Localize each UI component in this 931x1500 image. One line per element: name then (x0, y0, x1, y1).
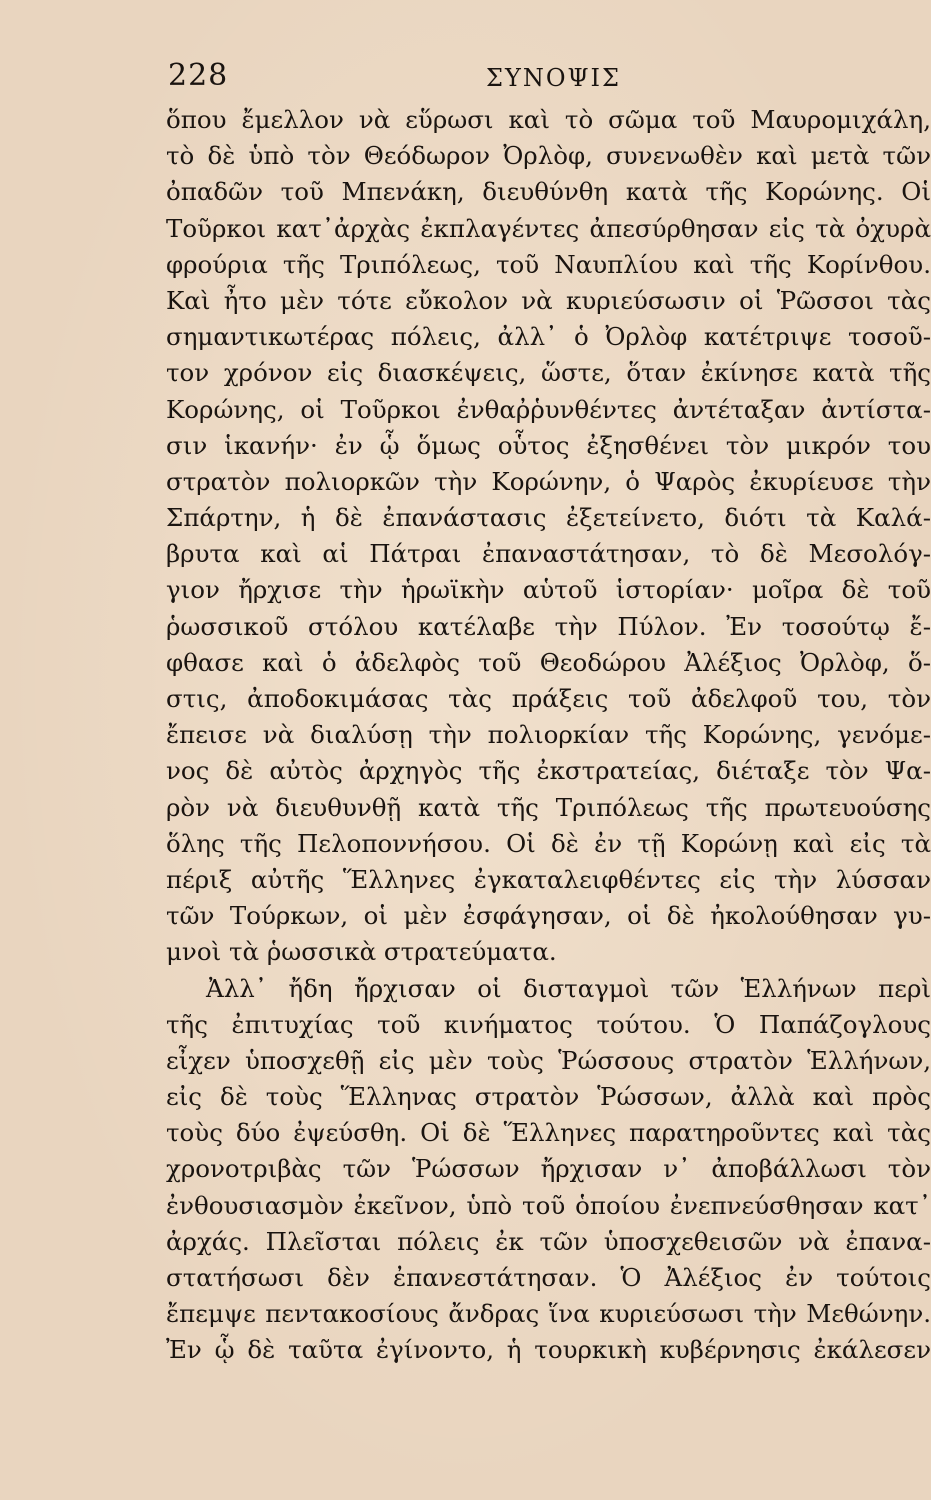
text-line: νος δὲ αὐτὸς ἀρχηγὸς τῆς ἐκστρατείας, διέταξε τὸν Ψα- (166, 756, 931, 786)
page-header (168, 58, 918, 98)
text-line: βρυτα καὶ αἱ Πάτραι ἐπαναστάτησαν, τὸ δὲ Μεσολόγ- (166, 539, 931, 569)
text-line: Κορώνης, οἱ Τοῦρκοι ἐνθαῤῥυνθέντες ἀντέταξαν ἀντίστα- (166, 394, 931, 424)
paragraph-end-line: μνοὶ τὰ ῥωσσικὰ στρατεύματα. (166, 937, 557, 967)
text-line: πέριξ αὐτῆς Ἕλληνες ἐγκαταλειφθέντες εἰς τὴν λύσσαν (166, 864, 931, 894)
text-line: ῥωσσικοῦ στόλου κατέλαβε τὴν Πύλον. Ἐν τοσούτῳ ἔ- (166, 611, 931, 641)
text-line: ὅπου ἔμελλον νὰ εὕρωσι καὶ τὸ σῶμα τοῦ Μαυρομιχάλη, (166, 105, 931, 134)
text-line: σιν ἱκανήν· ἐν ᾧ ὅμως οὗτος ἐξησθένει τὸν μικρόν του (166, 430, 931, 460)
text-line: φρούρια τῆς Τριπόλεως, τοῦ Ναυπλίου καὶ τῆς Κορίνθου. (166, 249, 931, 279)
text-line: στρατὸν πολιορκῶν τὴν Κορώνην, ὁ Ψαρὸς ἐκυρίευσε τὴν (166, 466, 931, 496)
text-line: ὅλης τῆς Πελοποννήσου. Οἱ δὲ ἐν τῇ Κορώνῃ καὶ εἰς τὰ (166, 828, 931, 858)
text-line: τὸ δὲ ὑπὸ τὸν Θεόδωρον Ὀρλὸφ, συνενωθὲν καὶ μετὰ τῶν (166, 141, 931, 171)
text-line: Καὶ ἦτο μὲν τότε εὔκολον νὰ κυριεύσωσιν οἱ Ῥῶσσοι τὰς (166, 285, 931, 315)
paragraph-start-line: Ἀλλ᾽ ἤδη ἤρχισαν οἱ δισταγμοὶ τῶν Ἑλλήνων περὶ (206, 973, 931, 1003)
text-line: τοὺς δύο ἐψεύσθη. Οἱ δὲ Ἕλληνες παρατηροῦντες καὶ τὰς (166, 1118, 931, 1148)
text-line: ἔπεισε νὰ διαλύσῃ τὴν πολιορκίαν τῆς Κορώνης, γενόμε- (166, 720, 931, 750)
text-line: ὀπαδῶν τοῦ Μπενάκη, διευθύνθη κατὰ τῆς Κορώνης. Οἱ (166, 177, 931, 207)
text-line: ἐνθουσιασμὸν ἐκεῖνον, ὑπὸ τοῦ ὁποίου ἐνεπνεύσθησαν κατ᾽ (166, 1190, 931, 1220)
running-head: ΣΥΝΟΨΙΣ (486, 64, 621, 92)
page-number: 228 (168, 58, 229, 93)
text-line: τον χρόνον εἰς διασκέψεις, ὥστε, ὅταν ἐκίνησε κατὰ τῆς (166, 358, 931, 388)
text-line: φθασε καὶ ὁ ἀδελφὸς τοῦ Θεοδώρου Ἀλέξιος Ὀρλὸφ, ὅ- (166, 647, 931, 677)
text-line: σημαντικωτέρας πόλεις, ἀλλ᾽ ὁ Ὀρλὸφ κατέτριψε τοσοῦ- (166, 322, 931, 352)
text-line: στις, ἀποδοκιμάσας τὰς πράξεις τοῦ ἀδελφοῦ του, τὸν (166, 684, 931, 713)
body-text (166, 102, 931, 1369)
text-line: ρὸν νὰ διευθυνθῇ κατὰ τῆς Τριπόλεως τῆς πρωτευούσης (166, 792, 931, 822)
text-line: ἔπεμψε πεντακοσίους ἄνδρας ἵνα κυριεύσωσι τὴν Μεθώνην. (166, 1299, 931, 1329)
text-line: ἀρχάς. Πλεῖσται πόλεις ἐκ τῶν ὑποσχεθεισῶν νὰ ἐπανα- (166, 1226, 931, 1256)
text-line: στατήσωσι δὲν ἐπανεστάτησαν. Ὁ Ἀλέξιος ἐν τούτοις (166, 1263, 931, 1292)
text-line: Σπάρτην, ἡ δὲ ἐπανάστασις ἐξετείνετο, διότι τὰ Καλά- (166, 503, 931, 533)
text-line: εἰς δὲ τοὺς Ἕλληνας στρατὸν Ῥώσσων, ἀλλὰ καὶ πρὸς (166, 1082, 931, 1112)
text-line: εἶχεν ὑποσχεθῇ εἰς μὲν τοὺς Ῥώσσους στρατὸν Ἑλλήνων, (166, 1045, 931, 1075)
text-line: Τοῦρκοι κατ᾽ἀρχὰς ἐκπλαγέντες ἀπεσύρθησαν εἰς τὰ ὀχυρὰ (166, 213, 931, 243)
text-line: γιον ἤρχισε τὴν ἡρωϊκὴν αὑτοῦ ἱστορίαν· μοῖρα δὲ τοῦ (166, 575, 931, 605)
text-line: χρονοτριβὰς τῶν Ῥώσσων ἤρχισαν ν᾽ ἀποβάλλωσι τὸν (166, 1154, 931, 1184)
text-line: Ἐν ᾧ δὲ ταῦτα ἐγίνοντο, ἡ τουρκικὴ κυβέρνησις ἐκάλεσεν (166, 1335, 931, 1365)
text-line: τῶν Τούρκων, οἱ μὲν ἐσφάγησαν, οἱ δὲ ἠκολούθησαν γυ- (166, 901, 931, 931)
text-line: τῆς ἐπιτυχίας τοῦ κινήματος τούτου. Ὁ Παπάζογλους (166, 1009, 931, 1039)
